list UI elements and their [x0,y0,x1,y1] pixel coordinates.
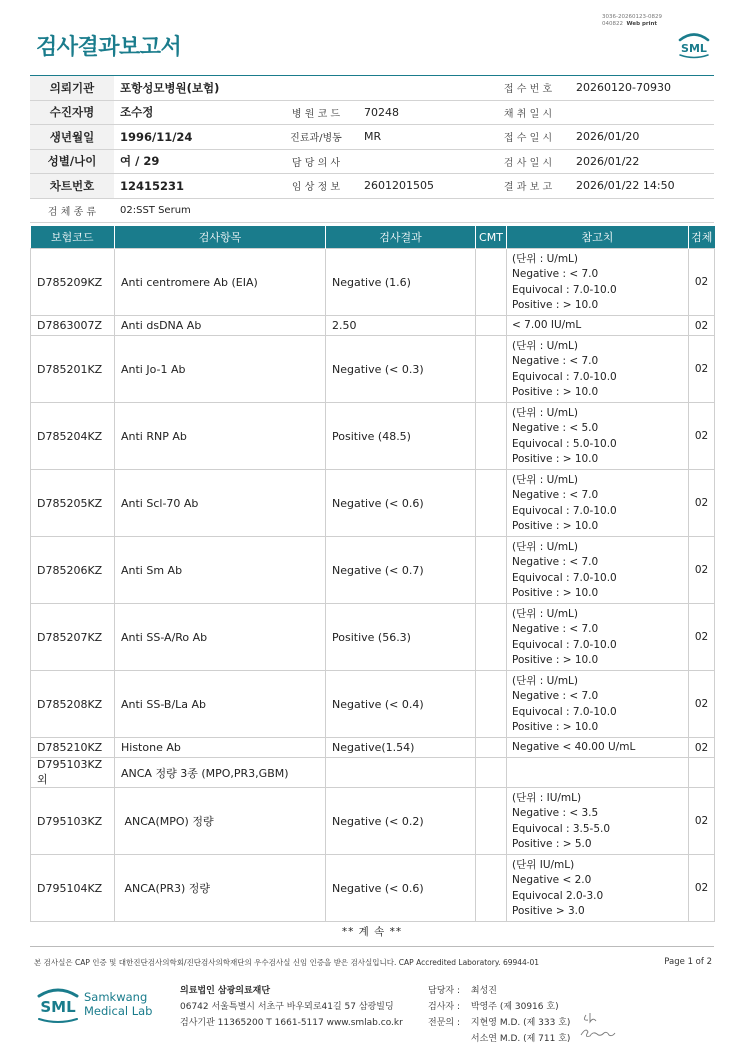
result-value: 2.50 [326,316,476,336]
reference-line: Equivocal 2.0-3.0 [512,889,604,902]
report-date-value: 2026/01/22 14:50 [570,174,714,199]
result-code: D785209KZ [31,249,115,316]
signature-icon [578,1005,624,1041]
reference-line: (단위 : IU/mL) [512,791,582,804]
dept-value: MR [358,125,486,150]
result-value: Positive (56.3) [326,604,476,671]
result-reference [507,788,689,855]
result-item: Histone Ab [115,738,326,758]
reference-line: (단위 : U/mL) [512,540,578,553]
specimen-type-value: 02:SST Serum [114,198,714,223]
col-header-reference: 참고치 [507,226,689,249]
result-reference [507,403,689,470]
reference-line: Positive : > 10.0 [512,386,599,398]
collect-date-value [570,100,714,125]
print-code-line-1: 3036-20260123-0829 [602,14,662,20]
reference-line: Negative : < 7.0 [512,690,599,702]
reference-line: (단위 : U/mL) [512,339,578,352]
result-specimen: 02 [689,403,715,470]
col-header-specimen: 검체 [689,226,715,249]
result-specimen: 02 [689,336,715,403]
reference-line: Negative : < 7.0 [512,489,599,501]
info-row-2 [30,100,714,125]
result-specimen: 02 [689,249,715,316]
test-date-label: 검 사 일 시 [486,149,570,174]
result-cmt [476,316,507,336]
collect-date-label: 채 취 일 시 [486,100,570,125]
tester-value: 박영주 (제 30916 호) [470,1002,559,1012]
doctor-value [358,149,486,174]
web-print-label: Web print [626,20,658,27]
result-item: ANCA(MPO) 정량 [115,788,326,855]
reference-line: Equivocal : 7.0-10.0 [512,504,617,517]
result-specimen: 02 [689,855,715,922]
col-header-result: 검사결과 [326,226,476,249]
reference-line: Positive : > 10.0 [512,520,599,532]
reference-line: Equivocal : 7.0-10.0 [512,571,617,584]
result-code: D795103KZ [31,788,115,855]
print-code [602,14,662,27]
reference-line: Negative : < 7.0 [512,268,599,280]
info-row-4 [30,149,714,174]
doctor-label: 담 당 의 사 [274,149,358,174]
result-specimen: 02 [689,671,715,738]
result-reference [507,537,689,604]
result-specimen: 02 [689,470,715,537]
table-row [31,788,715,855]
patient-info-table [30,75,714,223]
result-item: Anti SS-B/La Ab [115,671,326,738]
clinical-info-value: 2601201505 [358,174,486,199]
reference-line: Negative : < 7.0 [512,556,599,568]
result-value: Positive (48.5) [326,403,476,470]
tester-label: 검사자 : [428,1002,460,1012]
col-header-item: 검사항목 [115,226,326,249]
sml-logo-icon [676,27,712,59]
report-title: 검사결과보고서 [36,35,182,60]
request-org-value: 포항성모병원(보험) [114,76,486,101]
reference-line: Negative : < 5.0 [512,422,599,434]
result-item: Anti Sm Ab [115,537,326,604]
reference-line: Positive : > 10.0 [512,721,599,733]
reference-line: < 7.00 IU/mL [512,319,582,332]
result-value: Negative (< 0.4) [326,671,476,738]
reference-line: Negative : < 3.5 [512,807,599,819]
staff-info [428,983,570,1047]
result-item: Anti centromere Ab (EIA) [115,249,326,316]
result-value: Negative (< 0.2) [326,788,476,855]
reference-line: Equivocal : 7.0-10.0 [512,705,617,718]
result-code: D785207KZ [31,604,115,671]
result-reference [507,316,689,336]
certification-note: 본 검사실은 CAP 인증 및 대한진단검사의학회/진단검사의학재단의 우수검사실 신임 인증을 받은 검사실입니다. CAP Accredited Laboratory. 69944-01 [34,958,540,967]
results-body [31,249,715,922]
svg-text:SML: SML [681,42,707,55]
hospital-code-value: 70248 [358,100,486,125]
result-cmt [476,537,507,604]
svg-text:SML: SML [40,998,76,1016]
manager-label: 담당자 : [428,986,460,996]
result-cmt [476,738,507,758]
result-specimen: 02 [689,316,715,336]
footer-divider [30,946,714,947]
result-value: Negative (< 0.6) [326,855,476,922]
org-info [180,983,403,1031]
table-row [31,537,715,604]
result-reference [507,855,689,922]
reference-line: (단위 IU/mL) [512,858,575,871]
sex-age-value: 여 / 29 [114,149,274,174]
result-cmt [476,758,507,788]
sex-age-label: 성별/나이 [30,149,114,174]
result-specimen: 02 [689,738,715,758]
col-header-cmt: CMT [476,226,507,249]
dob-label: 생년월일 [30,125,114,150]
table-row [31,249,715,316]
dept-label: 진료과/병동 [274,125,358,150]
reference-line: Positive : > 5.0 [512,838,592,850]
result-code: D785205KZ [31,470,115,537]
result-code: D785208KZ [31,671,115,738]
result-reference [507,738,689,758]
result-cmt [476,604,507,671]
test-date-value: 2026/01/22 [570,149,714,174]
result-item: ANCA 정량 3종 (MPO,PR3,GBM) [115,758,326,788]
hospital-code-label: 병 원 코 드 [274,100,358,125]
result-item: Anti dsDNA Ab [115,316,326,336]
result-reference [507,758,689,788]
clinical-info-label: 임 상 정 보 [274,174,358,199]
result-reference [507,671,689,738]
patient-name-value: 조수정 [114,100,274,125]
reference-line: (단위 : U/mL) [512,252,578,265]
specialist-value-2: 서소연 M.D. (제 711 호) [470,1034,571,1044]
info-row-5 [30,174,714,199]
receipt-date-value: 2026/01/20 [570,125,714,150]
table-row [31,336,715,403]
reference-line: Positive > 3.0 [512,905,585,917]
reference-line: Equivocal : 5.0-10.0 [512,437,617,450]
result-cmt [476,336,507,403]
table-row [31,316,715,336]
result-item: Anti SS-A/Ro Ab [115,604,326,671]
result-item: Anti Jo-1 Ab [115,336,326,403]
table-row [31,855,715,922]
page-number: Page 1 of 2 [664,957,712,967]
manager-value: 최성진 [470,986,497,996]
result-reference [507,470,689,537]
result-code: D795104KZ [31,855,115,922]
reference-line: Positive : > 10.0 [512,453,599,465]
org-contact: 검사기관 11365200 T 1661-5117 www.smlab.co.kr [180,1018,403,1028]
result-item: Anti RNP Ab [115,403,326,470]
reference-line: (단위 : U/mL) [512,406,578,419]
result-code: D785204KZ [31,403,115,470]
result-cmt [476,855,507,922]
result-specimen: 02 [689,788,715,855]
result-cmt [476,470,507,537]
table-row [31,604,715,671]
table-row [31,671,715,738]
result-item: Anti Scl-70 Ab [115,470,326,537]
results-table [30,226,715,922]
reference-line: Equivocal : 3.5-5.0 [512,822,611,835]
reference-line: (단위 : U/mL) [512,607,578,620]
reference-line: Negative < 2.0 [512,874,592,886]
result-value [326,758,476,788]
svg-text:Samkwang: Samkwang [84,990,148,1004]
reference-line: (단위 : U/mL) [512,674,578,687]
reference-line: Positive : > 10.0 [512,654,599,666]
results-header-row [31,226,715,249]
continued-note: ** 계 속 ** [341,926,403,938]
result-value: Negative (< 0.6) [326,470,476,537]
chart-no-label: 차트번호 [30,174,114,199]
report-date-label: 결 과 보 고 [486,174,570,199]
info-row-6 [30,198,714,223]
patient-name-label: 수진자명 [30,100,114,125]
result-code: D785201KZ [31,336,115,403]
result-value: Negative (< 0.7) [326,537,476,604]
chart-no-value: 12415231 [114,174,274,199]
receipt-no-label: 접 수 번 호 [486,76,570,101]
reference-line: Equivocal : 7.0-10.0 [512,638,617,651]
table-row [31,403,715,470]
reference-line: Positive : > 10.0 [512,587,599,599]
receipt-no-value: 20260120-70930 [570,76,714,101]
reference-line: Negative : < 7.0 [512,623,599,635]
reference-line: Equivocal : 7.0-10.0 [512,283,617,296]
specialist-value-1: 지현영 M.D. (제 333 호) [470,1018,571,1028]
reference-line: Equivocal : 7.0-10.0 [512,370,617,383]
table-row [31,470,715,537]
result-value: Negative (< 0.3) [326,336,476,403]
org-name: 의료법인 삼광의료재단 [180,986,271,996]
result-value: Negative (1.6) [326,249,476,316]
result-reference [507,336,689,403]
info-row-1 [30,76,714,101]
result-cmt [476,788,507,855]
result-value: Negative(1.54) [326,738,476,758]
reference-line: Negative : < 7.0 [512,355,599,367]
reference-line: Positive : > 10.0 [512,299,599,311]
request-org-label: 의뢰기관 [30,76,114,101]
result-code: D7863007Z [31,316,115,336]
table-row [31,738,715,758]
result-specimen: 02 [689,604,715,671]
result-cmt [476,403,507,470]
print-code-line-2: 040822 [602,20,623,27]
specimen-type-label: 검 체 종 류 [30,198,114,223]
info-row-3 [30,125,714,150]
col-header-code: 보험코드 [31,226,115,249]
result-cmt [476,249,507,316]
result-reference [507,249,689,316]
result-code: D785210KZ [31,738,115,758]
reference-line: Negative < 40.00 U/mL [512,741,636,754]
svg-text:Medical Lab: Medical Lab [84,1004,153,1018]
reference-line: (단위 : U/mL) [512,473,578,486]
specialist-label: 전문의 : [428,1018,460,1028]
receipt-date-label: 접 수 일 시 [486,125,570,150]
samkwang-logo-icon [36,980,156,1026]
result-specimen [689,758,715,788]
result-reference [507,604,689,671]
dob-value: 1996/11/24 [114,125,274,150]
table-row [31,758,715,788]
result-item: ANCA(PR3) 정량 [115,855,326,922]
result-specimen: 02 [689,537,715,604]
result-code: D785206KZ [31,537,115,604]
result-cmt [476,671,507,738]
org-address: 06742 서울특별시 서초구 바우뫼로41길 57 삼광빌딩 [180,1002,394,1012]
result-code: D795103KZ외 [31,758,115,788]
